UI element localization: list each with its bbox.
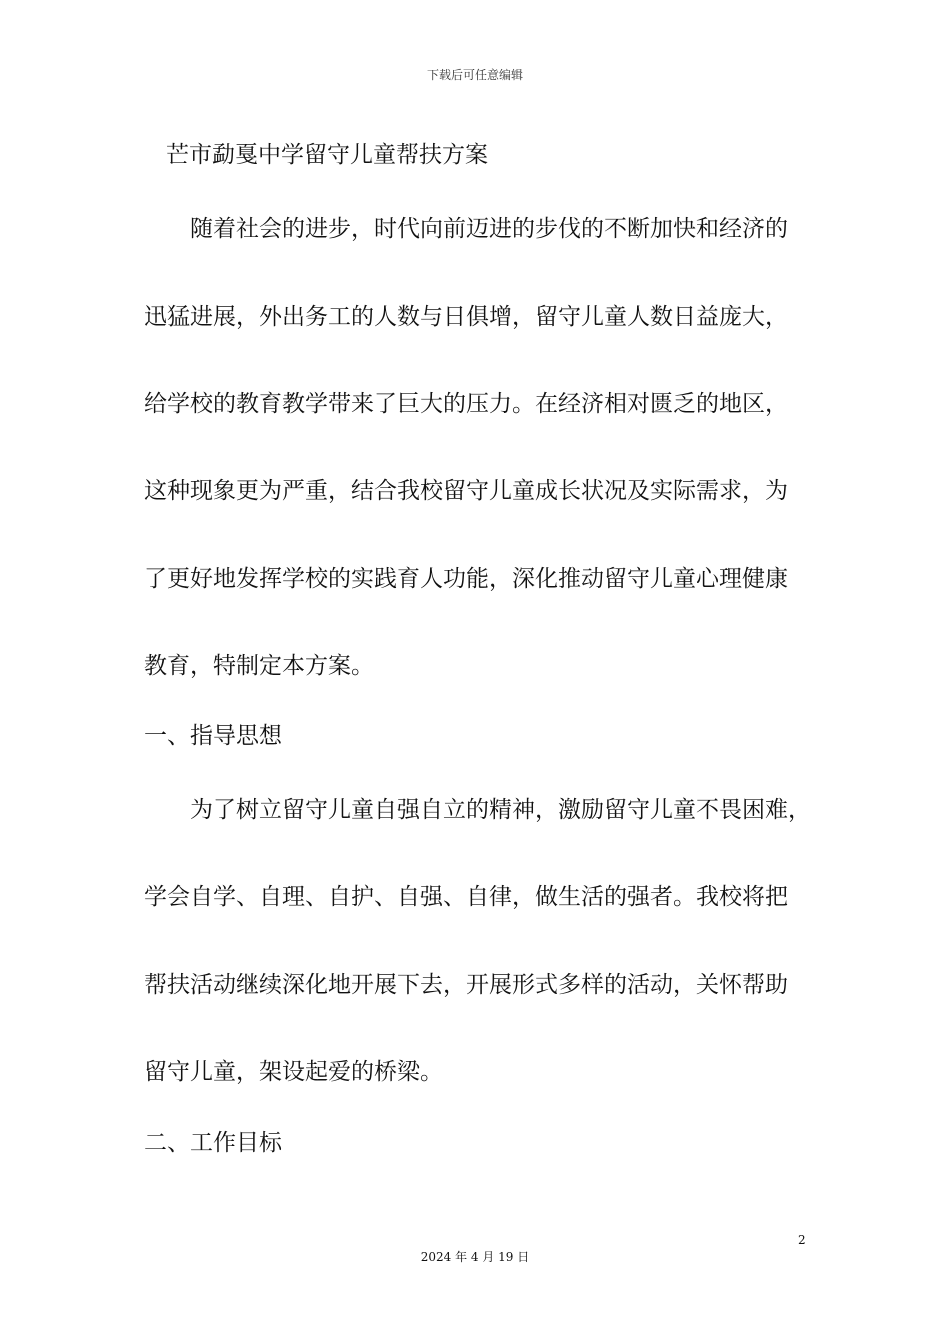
section-1-line-3: 帮扶活动继续深化地开展下去，开展形式多样的活动，关怀帮助 xyxy=(144,972,788,998)
intro-line-1: 随着社会的进步，时代向前迈进的步伐的不断加快和经济的 xyxy=(190,216,788,242)
intro-line-6: 教育，特制定本方案。 xyxy=(144,653,374,679)
document-title: 芒市勐戛中学留守儿童帮扶方案 xyxy=(166,142,488,168)
intro-line-2: 迅猛进展，外出务工的人数与日俱增，留守儿童人数日益庞大， xyxy=(144,304,788,330)
section-1-line-2: 学会自学、自理、自护、自强、自律，做生活的强者。我校将把 xyxy=(144,884,788,910)
page-number: 2 xyxy=(798,1233,806,1247)
section-2-heading: 二、工作目标 xyxy=(144,1130,282,1156)
section-1-line-4: 留守儿童，架设起爱的桥梁。 xyxy=(144,1059,443,1085)
intro-line-5: 了更好地发挥学校的实践育人功能，深化推动留守儿童心理健康 xyxy=(144,566,788,592)
section-1-heading: 一、指导思想 xyxy=(144,723,282,749)
intro-line-4: 这种现象更为严重，结合我校留守儿童成长状况及实际需求，为 xyxy=(144,478,788,504)
section-1-line-1: 为了树立留守儿童自强自立的精神，激励留守儿童不畏困难， xyxy=(190,797,811,823)
footer-date: 2024 年 4 月 19 日 xyxy=(420,1250,530,1264)
intro-line-3: 给学校的教育教学带来了巨大的压力。在经济相对匮乏的地区， xyxy=(144,391,788,417)
header-note: 下载后可任意编辑 xyxy=(426,68,523,82)
